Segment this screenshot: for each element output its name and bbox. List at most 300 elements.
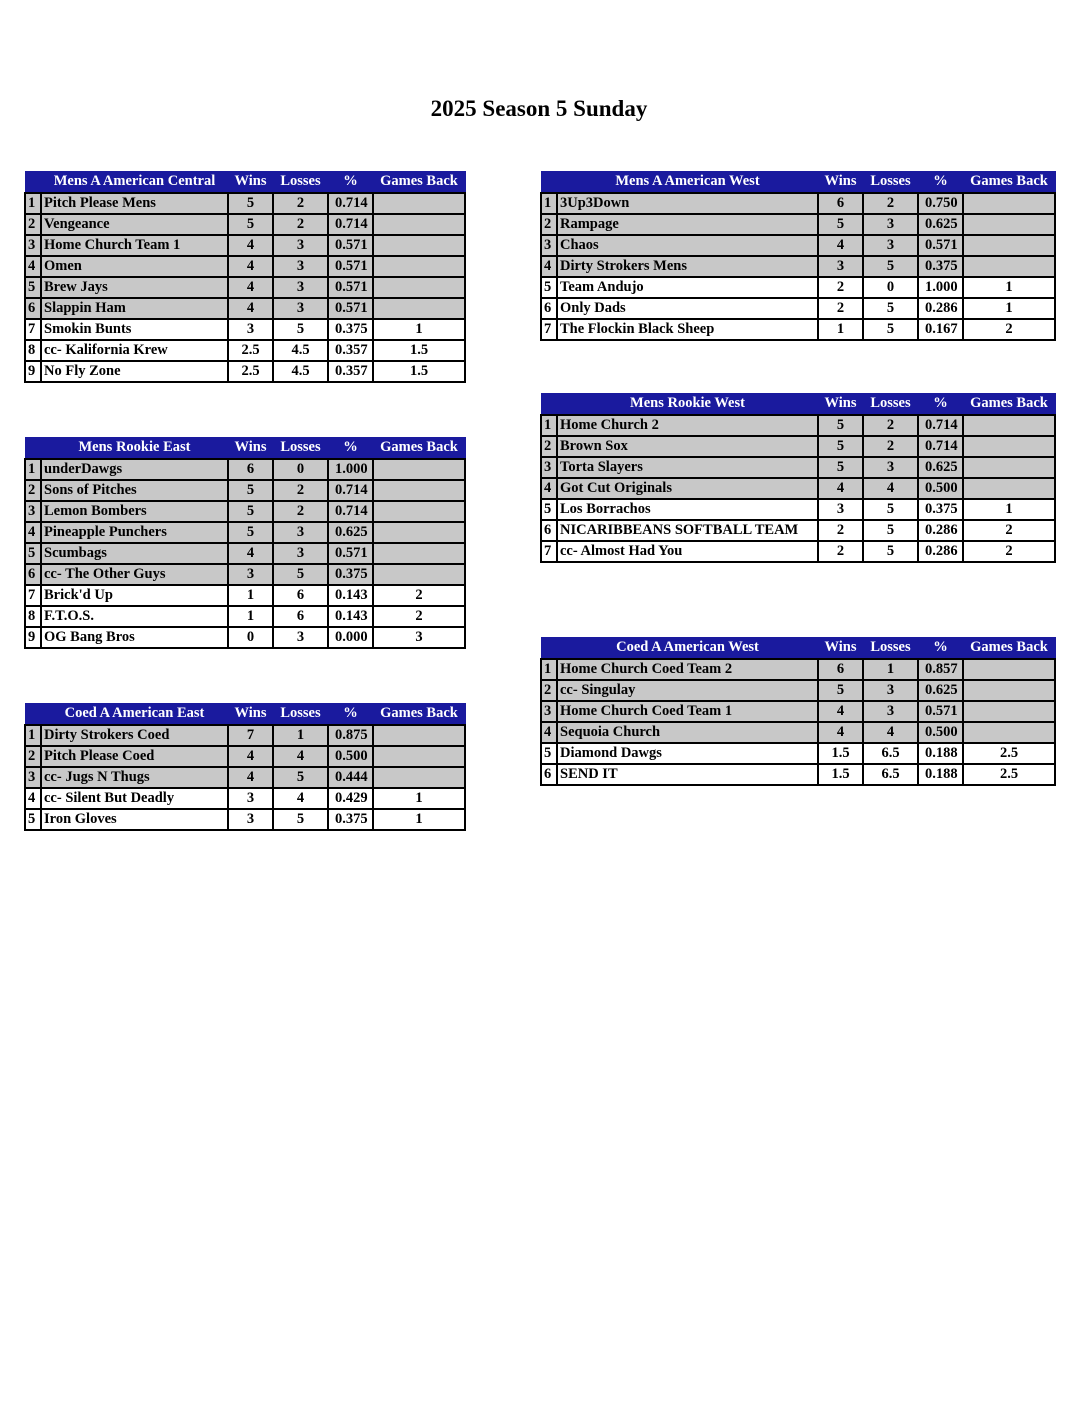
row-rank: 5 — [25, 277, 41, 298]
standings-table-mens-rookie-west — [540, 393, 1056, 563]
team-losses: 1 — [863, 659, 918, 680]
team-games-back: 1 — [373, 788, 465, 809]
team-name: Omen — [41, 256, 228, 277]
standings-row — [25, 193, 465, 214]
standings-row — [25, 235, 465, 256]
standings-header-row — [541, 394, 1055, 415]
team-name: OG Bang Bros — [41, 627, 228, 648]
standings-row — [25, 256, 465, 277]
team-pct: 0.571 — [328, 543, 373, 564]
header-games-back: Games Back — [963, 394, 1055, 415]
team-wins: 1 — [228, 585, 273, 606]
team-losses: 1 — [273, 725, 328, 746]
team-pct: 0.857 — [918, 659, 963, 680]
header-wins: Wins — [228, 438, 273, 459]
team-name: Home Church Team 1 — [41, 235, 228, 256]
team-games-back: 1 — [963, 499, 1055, 520]
team-pct: 0.444 — [328, 767, 373, 788]
team-games-back: 2 — [963, 319, 1055, 340]
team-wins: 3 — [818, 499, 863, 520]
standings-row — [25, 214, 465, 235]
team-losses: 5 — [863, 319, 918, 340]
row-rank: 1 — [541, 415, 557, 436]
standings-row — [25, 361, 465, 382]
header-games-back: Games Back — [963, 172, 1055, 193]
team-losses: 5 — [863, 541, 918, 562]
team-wins: 5 — [818, 680, 863, 701]
team-wins: 1 — [228, 606, 273, 627]
standings-row — [25, 788, 465, 809]
header-pct: % — [918, 394, 963, 415]
header-losses: Losses — [863, 638, 918, 659]
standings-row — [541, 457, 1055, 478]
page-title: 2025 Season 5 Sunday — [430, 96, 648, 121]
team-losses: 0 — [273, 459, 328, 480]
team-games-back — [373, 193, 465, 214]
standings-row — [25, 501, 465, 522]
row-rank: 1 — [25, 459, 41, 480]
team-games-back — [373, 746, 465, 767]
division-name: Mens Rookie East — [41, 438, 228, 459]
standings-row — [25, 319, 465, 340]
team-pct: 0.143 — [328, 585, 373, 606]
team-wins: 5 — [818, 415, 863, 436]
team-name: Brick'd Up — [41, 585, 228, 606]
row-rank: 2 — [541, 680, 557, 701]
team-losses: 2 — [273, 193, 328, 214]
header-wins: Wins — [818, 394, 863, 415]
team-wins: 4 — [228, 235, 273, 256]
team-name: Chaos — [557, 235, 818, 256]
team-losses: 6 — [273, 585, 328, 606]
row-rank: 3 — [25, 501, 41, 522]
team-games-back — [963, 214, 1055, 235]
team-pct: 0.188 — [918, 764, 963, 785]
standings-row — [541, 415, 1055, 436]
team-pct: 0.625 — [918, 680, 963, 701]
team-name: cc- Silent But Deadly — [41, 788, 228, 809]
team-games-back — [963, 457, 1055, 478]
team-games-back — [373, 543, 465, 564]
team-pct: 1.000 — [918, 277, 963, 298]
team-name: Iron Gloves — [41, 809, 228, 830]
team-pct: 0.188 — [918, 743, 963, 764]
team-wins: 3 — [818, 256, 863, 277]
team-pct: 0.375 — [918, 256, 963, 277]
division-name: Mens A American West — [557, 172, 818, 193]
standings-row — [541, 319, 1055, 340]
standings-row — [25, 277, 465, 298]
team-wins: 6 — [818, 193, 863, 214]
team-wins: 4 — [818, 478, 863, 499]
team-losses: 3 — [273, 256, 328, 277]
header-pct: % — [328, 704, 373, 725]
team-wins: 6 — [818, 659, 863, 680]
row-rank: 3 — [541, 457, 557, 478]
row-rank: 2 — [25, 214, 41, 235]
team-pct: 0.167 — [918, 319, 963, 340]
row-rank: 4 — [25, 256, 41, 277]
team-games-back: 1 — [373, 809, 465, 830]
team-pct: 0.571 — [918, 701, 963, 722]
standings-row — [541, 298, 1055, 319]
team-losses: 3 — [863, 457, 918, 478]
team-name: Los Borrachos — [557, 499, 818, 520]
standings-row — [541, 541, 1055, 562]
team-pct: 0.375 — [918, 499, 963, 520]
standings-table-mens-rookie-east — [24, 437, 466, 649]
team-pct: 0.625 — [918, 457, 963, 478]
team-games-back: 2.5 — [963, 743, 1055, 764]
standings-row — [541, 478, 1055, 499]
team-games-back — [373, 277, 465, 298]
team-name: The Flockin Black Sheep — [557, 319, 818, 340]
team-wins: 3 — [228, 788, 273, 809]
team-games-back — [963, 436, 1055, 457]
team-pct: 0.286 — [918, 298, 963, 319]
standings-row — [25, 522, 465, 543]
team-name: Dirty Strokers Mens — [557, 256, 818, 277]
row-rank: 3 — [25, 235, 41, 256]
team-losses: 6.5 — [863, 743, 918, 764]
team-losses: 2 — [273, 480, 328, 501]
team-losses: 3 — [863, 214, 918, 235]
standings-row — [541, 256, 1055, 277]
team-losses: 5 — [863, 256, 918, 277]
team-pct: 0.714 — [918, 415, 963, 436]
team-name: No Fly Zone — [41, 361, 228, 382]
division-name: Coed A American East — [41, 704, 228, 725]
header-rank-cell — [25, 438, 41, 459]
team-name: Brew Jays — [41, 277, 228, 298]
team-losses: 3 — [273, 627, 328, 648]
team-pct: 0.286 — [918, 520, 963, 541]
team-games-back — [963, 701, 1055, 722]
header-games-back: Games Back — [373, 438, 465, 459]
team-games-back — [963, 415, 1055, 436]
team-name: Torta Slayers — [557, 457, 818, 478]
standings-header-row — [25, 172, 465, 193]
row-rank: 9 — [25, 361, 41, 382]
standings-row — [541, 499, 1055, 520]
row-rank: 1 — [541, 659, 557, 680]
team-games-back — [373, 298, 465, 319]
standings-row — [541, 764, 1055, 785]
row-rank: 2 — [25, 746, 41, 767]
team-wins: 5 — [818, 436, 863, 457]
team-games-back — [963, 680, 1055, 701]
row-rank: 5 — [541, 743, 557, 764]
team-losses: 2 — [863, 415, 918, 436]
team-losses: 5 — [273, 319, 328, 340]
header-rank-cell — [25, 704, 41, 725]
standings-table-coed-a-american-east — [24, 703, 466, 831]
team-name: Smokin Bunts — [41, 319, 228, 340]
standings-table-mens-a-american-west — [540, 171, 1056, 341]
team-wins: 6 — [228, 459, 273, 480]
row-rank: 4 — [541, 256, 557, 277]
standings-row — [25, 340, 465, 361]
header-losses: Losses — [863, 172, 918, 193]
team-name: Vengeance — [41, 214, 228, 235]
team-pct: 0.143 — [328, 606, 373, 627]
row-rank: 9 — [25, 627, 41, 648]
team-games-back — [373, 214, 465, 235]
team-name: Sequoia Church — [557, 722, 818, 743]
row-rank: 5 — [541, 499, 557, 520]
team-losses: 3 — [273, 277, 328, 298]
team-games-back — [373, 235, 465, 256]
team-wins: 2 — [818, 298, 863, 319]
team-name: Got Cut Originals — [557, 478, 818, 499]
row-rank: 3 — [541, 235, 557, 256]
team-losses: 4 — [863, 722, 918, 743]
team-pct: 0.500 — [328, 746, 373, 767]
team-pct: 0.625 — [918, 214, 963, 235]
standings-row — [25, 627, 465, 648]
standings-header-row — [541, 638, 1055, 659]
team-wins: 1.5 — [818, 764, 863, 785]
team-name: NICARIBBEANS SOFTBALL TEAM — [557, 520, 818, 541]
team-wins: 5 — [228, 480, 273, 501]
header-wins: Wins — [228, 704, 273, 725]
team-games-back — [963, 722, 1055, 743]
row-rank: 8 — [25, 340, 41, 361]
row-rank: 7 — [25, 319, 41, 340]
team-wins: 2.5 — [228, 340, 273, 361]
row-rank: 2 — [25, 480, 41, 501]
team-games-back: 1 — [963, 277, 1055, 298]
row-rank: 4 — [541, 478, 557, 499]
row-rank: 4 — [25, 788, 41, 809]
team-wins: 4 — [818, 722, 863, 743]
team-pct: 0.375 — [328, 319, 373, 340]
team-losses: 5 — [273, 809, 328, 830]
team-losses: 5 — [273, 564, 328, 585]
standings-row — [25, 298, 465, 319]
row-rank: 5 — [25, 543, 41, 564]
team-games-back: 1.5 — [373, 340, 465, 361]
team-name: Diamond Dawgs — [557, 743, 818, 764]
team-pct: 0.357 — [328, 361, 373, 382]
row-rank: 1 — [25, 725, 41, 746]
row-rank: 6 — [541, 764, 557, 785]
team-wins: 3 — [228, 564, 273, 585]
team-wins: 2 — [818, 541, 863, 562]
team-name: Pitch Please Coed — [41, 746, 228, 767]
standings-table-mens-a-american-central — [24, 171, 466, 383]
team-games-back — [373, 522, 465, 543]
standings-row — [25, 459, 465, 480]
team-name: Home Church Coed Team 1 — [557, 701, 818, 722]
team-pct: 0.571 — [328, 235, 373, 256]
team-wins: 1 — [818, 319, 863, 340]
team-name: 3Up3Down — [557, 193, 818, 214]
row-rank: 3 — [541, 701, 557, 722]
row-rank: 3 — [25, 767, 41, 788]
team-games-back: 1 — [373, 319, 465, 340]
team-wins: 4 — [228, 746, 273, 767]
team-losses: 2 — [863, 193, 918, 214]
team-wins: 5 — [228, 522, 273, 543]
team-pct: 0.714 — [328, 193, 373, 214]
team-pct: 0.000 — [328, 627, 373, 648]
team-pct: 0.286 — [918, 541, 963, 562]
team-name: cc- Singulay — [557, 680, 818, 701]
team-wins: 7 — [228, 725, 273, 746]
team-games-back: 2 — [373, 606, 465, 627]
team-losses: 2 — [273, 501, 328, 522]
standings-row — [541, 680, 1055, 701]
team-pct: 0.429 — [328, 788, 373, 809]
team-losses: 4 — [273, 746, 328, 767]
row-rank: 7 — [541, 319, 557, 340]
team-losses: 4 — [863, 478, 918, 499]
row-rank: 2 — [541, 214, 557, 235]
team-pct: 0.625 — [328, 522, 373, 543]
team-wins: 3 — [228, 809, 273, 830]
team-name: cc- Kalifornia Krew — [41, 340, 228, 361]
team-losses: 4.5 — [273, 361, 328, 382]
team-wins: 4 — [228, 256, 273, 277]
team-pct: 0.500 — [918, 722, 963, 743]
team-losses: 4 — [273, 788, 328, 809]
team-name: Dirty Strokers Coed — [41, 725, 228, 746]
team-losses: 0 — [863, 277, 918, 298]
row-rank: 4 — [541, 722, 557, 743]
team-pct: 0.357 — [328, 340, 373, 361]
team-losses: 5 — [863, 520, 918, 541]
team-name: Brown Sox — [557, 436, 818, 457]
team-games-back: 2 — [963, 520, 1055, 541]
team-pct: 0.571 — [918, 235, 963, 256]
team-name: SEND IT — [557, 764, 818, 785]
team-games-back: 3 — [373, 627, 465, 648]
team-name: Home Church 2 — [557, 415, 818, 436]
row-rank: 1 — [25, 193, 41, 214]
team-name: cc- The Other Guys — [41, 564, 228, 585]
team-losses: 5 — [273, 767, 328, 788]
header-rank-cell — [541, 172, 557, 193]
team-wins: 2 — [818, 520, 863, 541]
standings-header-row — [541, 172, 1055, 193]
header-pct: % — [918, 638, 963, 659]
header-losses: Losses — [273, 172, 328, 193]
header-wins: Wins — [228, 172, 273, 193]
team-losses: 2 — [863, 436, 918, 457]
standings-row — [541, 277, 1055, 298]
team-pct: 0.375 — [328, 564, 373, 585]
team-games-back — [963, 659, 1055, 680]
team-wins: 4 — [818, 235, 863, 256]
standings-row — [541, 193, 1055, 214]
team-pct: 0.571 — [328, 256, 373, 277]
team-losses: 5 — [863, 499, 918, 520]
team-losses: 3 — [273, 543, 328, 564]
team-name: F.T.O.S. — [41, 606, 228, 627]
team-pct: 0.500 — [918, 478, 963, 499]
standings-row — [25, 543, 465, 564]
team-pct: 0.714 — [328, 214, 373, 235]
team-losses: 3 — [863, 680, 918, 701]
row-rank: 7 — [541, 541, 557, 562]
team-games-back — [373, 501, 465, 522]
division-name: Mens A American Central — [41, 172, 228, 193]
team-losses: 3 — [273, 235, 328, 256]
team-wins: 4 — [228, 277, 273, 298]
row-rank: 5 — [25, 809, 41, 830]
team-pct: 0.571 — [328, 277, 373, 298]
team-name: underDawgs — [41, 459, 228, 480]
team-name: cc- Jugs N Thugs — [41, 767, 228, 788]
team-games-back: 1 — [963, 298, 1055, 319]
row-rank: 6 — [541, 298, 557, 319]
standings-row — [25, 767, 465, 788]
team-games-back — [963, 193, 1055, 214]
standings-row — [541, 214, 1055, 235]
row-rank: 6 — [25, 298, 41, 319]
team-pct: 0.714 — [328, 480, 373, 501]
team-losses: 3 — [863, 701, 918, 722]
team-losses: 3 — [273, 298, 328, 319]
team-wins: 5 — [228, 501, 273, 522]
header-games-back: Games Back — [963, 638, 1055, 659]
team-wins: 5 — [228, 214, 273, 235]
standings-row — [25, 809, 465, 830]
team-pct: 0.375 — [328, 809, 373, 830]
row-rank: 6 — [541, 520, 557, 541]
header-pct: % — [918, 172, 963, 193]
header-games-back: Games Back — [373, 172, 465, 193]
standings-row — [541, 520, 1055, 541]
header-wins: Wins — [818, 638, 863, 659]
division-name: Mens Rookie West — [557, 394, 818, 415]
team-wins: 5 — [818, 457, 863, 478]
header-losses: Losses — [273, 704, 328, 725]
standings-row — [541, 235, 1055, 256]
header-pct: % — [328, 438, 373, 459]
standings-row — [541, 436, 1055, 457]
team-games-back: 2 — [963, 541, 1055, 562]
team-games-back — [963, 235, 1055, 256]
row-rank: 4 — [25, 522, 41, 543]
team-name: Rampage — [557, 214, 818, 235]
row-rank: 6 — [25, 564, 41, 585]
team-games-back — [373, 767, 465, 788]
team-name: cc- Almost Had You — [557, 541, 818, 562]
header-pct: % — [328, 172, 373, 193]
team-name: Home Church Coed Team 2 — [557, 659, 818, 680]
team-games-back: 2 — [373, 585, 465, 606]
team-wins: 2.5 — [228, 361, 273, 382]
standings-header-row — [25, 704, 465, 725]
team-losses: 6.5 — [863, 764, 918, 785]
team-pct: 0.875 — [328, 725, 373, 746]
team-losses: 2 — [273, 214, 328, 235]
header-losses: Losses — [863, 394, 918, 415]
row-rank: 7 — [25, 585, 41, 606]
row-rank: 8 — [25, 606, 41, 627]
team-wins: 5 — [228, 193, 273, 214]
team-wins: 4 — [228, 298, 273, 319]
team-name: Only Dads — [557, 298, 818, 319]
standings-row — [541, 701, 1055, 722]
team-wins: 4 — [228, 543, 273, 564]
team-name: Pitch Please Mens — [41, 193, 228, 214]
standings-table-coed-a-american-west — [540, 637, 1056, 786]
team-name: Slappin Ham — [41, 298, 228, 319]
team-wins: 0 — [228, 627, 273, 648]
